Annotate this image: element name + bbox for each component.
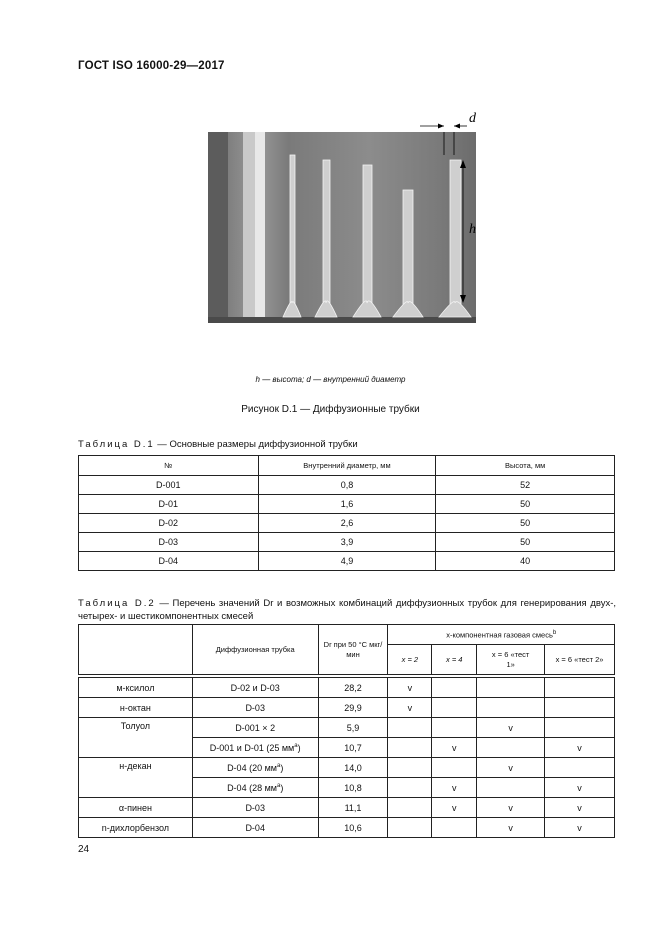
- table-dimensions: [78, 455, 615, 571]
- table-row: [79, 495, 615, 514]
- cell-x6b: [545, 758, 615, 778]
- cell-height: 40: [436, 552, 615, 571]
- cell-number: D-01: [79, 495, 259, 514]
- cell-x6a: v: [477, 758, 545, 778]
- cell-dr: 5,9: [318, 718, 388, 738]
- cell-x2: [388, 798, 432, 818]
- note-a: а: [276, 762, 281, 769]
- cell-height: 50: [436, 533, 615, 552]
- cell-number: D-03: [79, 533, 259, 552]
- cell-dr: 10,6: [318, 818, 388, 838]
- cell-diameter: 3,9: [258, 533, 436, 552]
- table-header-row: [79, 456, 615, 476]
- cell-x2: v: [388, 678, 432, 698]
- cell-x2: [388, 778, 432, 798]
- table2-caption-prefix: Таблица D.2: [78, 598, 156, 609]
- note-b: b: [552, 630, 557, 637]
- cell-x2: [388, 738, 432, 758]
- tube-text-end: ): [297, 742, 301, 753]
- cell-tube: D-04: [192, 818, 318, 838]
- cell-tube: [192, 758, 318, 778]
- cell-x6a: [477, 678, 545, 698]
- table1-caption: [78, 439, 358, 450]
- table-row: [79, 678, 615, 698]
- cell-substance: н-декан: [79, 758, 193, 798]
- col-x6-test1: x = 6 «тест 1»: [477, 645, 545, 675]
- cell-dr: 11,1: [318, 798, 388, 818]
- table-row: [79, 533, 615, 552]
- table-header-row: [79, 625, 615, 645]
- table-row: [79, 718, 615, 738]
- col-x4: x = 4: [432, 645, 477, 675]
- col-tube: Диффузионная трубка: [192, 625, 318, 675]
- label-h: h: [469, 222, 476, 237]
- cell-x2: [388, 758, 432, 778]
- table-row: [79, 476, 615, 495]
- cell-x4: [432, 818, 477, 838]
- table-row: [79, 552, 615, 571]
- cell-x2: v: [388, 698, 432, 718]
- cell-dr: 29,9: [318, 698, 388, 718]
- table1-caption-prefix: Таблица D.1: [78, 439, 155, 450]
- cell-x6a: [477, 778, 545, 798]
- cell-x6b: v: [545, 798, 615, 818]
- cell-dr: 28,2: [318, 678, 388, 698]
- table-row: [79, 818, 615, 838]
- col-x6-test2: x = 6 «тест 2»: [545, 645, 615, 675]
- figure-caption: Рисунок D.1 — Диффузионные трубки: [241, 404, 420, 415]
- col-dr: Dr при 50 °С мкг/мин: [318, 625, 388, 675]
- cell-x6b: v: [545, 738, 615, 758]
- col-number: №: [79, 456, 259, 476]
- cell-substance: n-дихлорбензол: [79, 818, 193, 838]
- table1-caption-text: — Основные размеры диффузионной трубки: [154, 439, 358, 450]
- cell-height: 52: [436, 476, 615, 495]
- cell-substance: Толуол: [79, 718, 193, 758]
- cell-x4: v: [432, 778, 477, 798]
- cell-x6b: v: [545, 778, 615, 798]
- col-gas-mixture: [388, 625, 615, 645]
- cell-tube: D-001 × 2: [192, 718, 318, 738]
- cell-x4: [432, 718, 477, 738]
- cell-x6b: [545, 698, 615, 718]
- figure-legend: h — высота; d — внутренний диаметр: [255, 375, 406, 384]
- table-row: [79, 698, 615, 718]
- cell-x6b: [545, 678, 615, 698]
- table2-caption-text: — Перечень значений Dr и возможных комбинаций диффузионных трубок для генерирования двух-, четырех- и шестикомпонентных смесей: [78, 598, 617, 622]
- cell-x6b: [545, 718, 615, 738]
- cell-x6a: [477, 738, 545, 758]
- page-number: 24: [78, 844, 90, 855]
- cell-x4: [432, 758, 477, 778]
- cell-number: D-001: [79, 476, 259, 495]
- cell-diameter: 4,9: [258, 552, 436, 571]
- cell-x6a: v: [477, 718, 545, 738]
- gas-mixture-label: x-компонентная газовая смесь: [446, 630, 553, 640]
- tube-text: D-001 и D-01 (25 мм: [209, 742, 295, 753]
- cell-x4: [432, 698, 477, 718]
- cell-x4: v: [432, 738, 477, 758]
- tube-text: D-04 (28 мм: [227, 782, 277, 793]
- col-inner-diameter: Внутренний диаметр, мм: [258, 456, 436, 476]
- cell-substance: н-октан: [79, 698, 193, 718]
- cell-tube: D-03: [192, 798, 318, 818]
- document-header: ГОСТ ISO 16000-29—2017: [78, 60, 225, 72]
- table-dr-combinations: [78, 624, 615, 838]
- cell-tube: [192, 778, 318, 798]
- tube-text: D-04 (20 мм: [227, 762, 277, 773]
- cell-number: D-02: [79, 514, 259, 533]
- cell-x4: [432, 678, 477, 698]
- cell-tube: [192, 738, 318, 758]
- table2-caption: [78, 597, 616, 623]
- col-height: Высота, мм: [436, 456, 615, 476]
- cell-diameter: 0,8: [258, 476, 436, 495]
- diffusion-tubes-photo: [205, 105, 490, 350]
- cell-tube: D-02 и D-03: [192, 678, 318, 698]
- cell-x4: v: [432, 798, 477, 818]
- cell-x6b: v: [545, 818, 615, 838]
- cell-height: 50: [436, 514, 615, 533]
- tube-text-end: ): [280, 762, 284, 773]
- col-substance: [79, 625, 193, 675]
- cell-number: D-04: [79, 552, 259, 571]
- cell-dr: 10,7: [318, 738, 388, 758]
- table-row: [79, 798, 615, 818]
- note-a: а: [276, 782, 281, 789]
- cell-x6a: [477, 698, 545, 718]
- table-row: [79, 758, 615, 778]
- note-a: а: [294, 742, 298, 749]
- cell-substance: м-ксилол: [79, 678, 193, 698]
- cell-height: 50: [436, 495, 615, 514]
- cell-substance: α-пинен: [79, 798, 193, 818]
- cell-tube: D-03: [192, 698, 318, 718]
- cell-x6a: v: [477, 798, 545, 818]
- label-d: d: [469, 111, 476, 126]
- table-row: [79, 514, 615, 533]
- cell-x2: [388, 718, 432, 738]
- cell-dr: 10,8: [318, 778, 388, 798]
- cell-diameter: 2,6: [258, 514, 436, 533]
- col-x2: x = 2: [388, 645, 432, 675]
- cell-diameter: 1,6: [258, 495, 436, 514]
- tube-text-end: ): [280, 782, 284, 793]
- cell-x2: [388, 818, 432, 838]
- cell-dr: 14,0: [318, 758, 388, 778]
- cell-x6a: v: [477, 818, 545, 838]
